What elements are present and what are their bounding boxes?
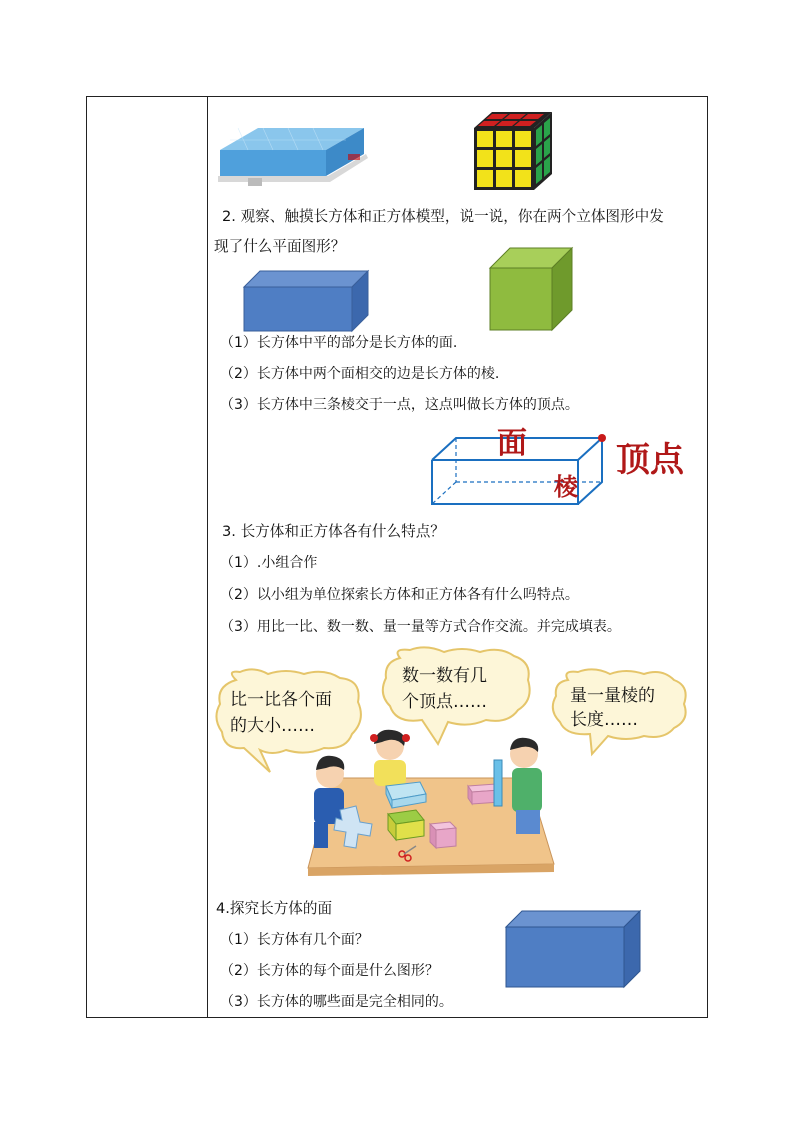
face-label: 面: [497, 426, 527, 461]
edge-label: 棱: [554, 473, 578, 501]
blue-cuboid: [244, 271, 368, 331]
rubiks-cube-image: [474, 110, 554, 190]
section3-item-3: （3）用比一比、数一数、量一量等方式合作交流。并完成填表。: [220, 619, 621, 635]
bubble-right-line1: 量一量棱的: [570, 686, 655, 706]
bubble-right-line2: 长度……: [570, 710, 638, 730]
mattress-image: [218, 124, 368, 194]
section4-title: 4.探究长方体的面: [216, 900, 333, 917]
section4-item-1: （1）长方体有几个面？: [220, 932, 369, 948]
blue-cuboid-large: [506, 911, 642, 989]
column-divider: [207, 97, 208, 1017]
bubble-left-line2: 的大小……: [230, 716, 315, 736]
worksheet-table: [86, 96, 708, 1018]
section3-question: 3. 长方体和正方体各有什么特点？: [222, 523, 445, 540]
section2-item-1: （1）长方体中平的部分是长方体的面.: [220, 335, 458, 351]
section2-question-line2: 现了什么平面图形？: [214, 238, 346, 255]
section3-item-2: （2）以小组为单位探索长方体和正方体各有什么吗特点。: [220, 587, 579, 603]
bubble-middle-line1: 数一数有几: [402, 666, 487, 686]
section4-item-3: （3）长方体的哪些面是完全相同的。: [220, 994, 453, 1010]
green-cube: [490, 248, 574, 330]
section3-item-1: （1）.小组合作: [220, 555, 318, 571]
bubble-middle-line2: 个顶点……: [402, 692, 487, 712]
section2-item-2: （2）长方体中两个面相交的边是长方体的棱.: [220, 366, 500, 382]
section2-item-3: （3）长方体中三条棱交于一点，这点叫做长方体的顶点。: [220, 397, 579, 413]
vertex-label: 顶点: [616, 440, 684, 480]
section2-question-line1: 2. 观察、触摸长方体和正方体模型，说一说，你在两个立体图形中发: [222, 208, 664, 225]
section4-item-2: （2）长方体的每个面是什么图形？: [220, 963, 439, 979]
bubble-left-line1: 比一比各个面: [230, 690, 332, 710]
children-group-work-illustration: [300, 724, 556, 878]
